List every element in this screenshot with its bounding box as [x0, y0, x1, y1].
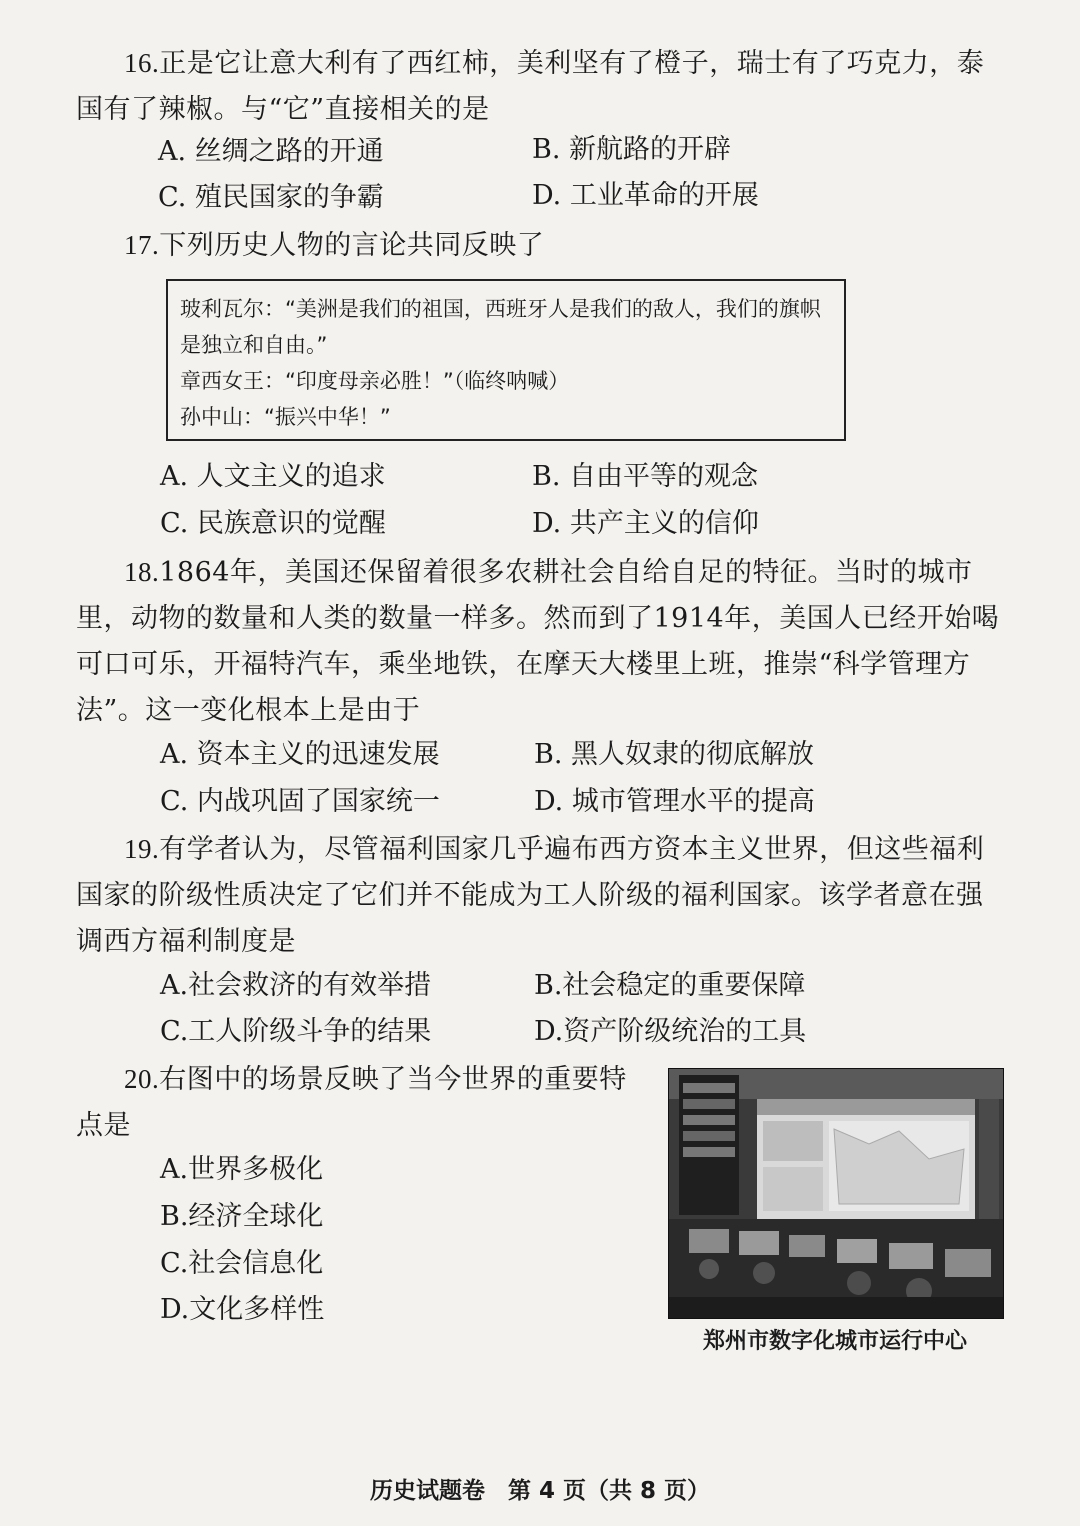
question-text: 正是它让意大利有了西红柿，美利坚有了橙子，瑞士有了巧克力，泰国有了辣椒。与“它”直接相关的是 [76, 48, 985, 125]
question-18-stem [76, 549, 1006, 734]
quote-bolivar: 玻利瓦尔：“美洲是我们的祖国，西班牙人是我们的敌人，我们的旗帜是独立和自由。” [180, 297, 821, 357]
option-d[interactable]: D. 城市管理水平的提高 [534, 786, 815, 817]
option-a[interactable]: A. 丝绸之路的开通 [158, 136, 384, 167]
question-number: 16. [124, 48, 160, 78]
question-17-stem [76, 222, 1006, 269]
option-d[interactable]: D.文化多样性 [160, 1294, 325, 1325]
question-19-stem [76, 826, 1006, 965]
option-d[interactable]: D.资产阶级统治的工具 [534, 1016, 807, 1047]
quote-rani: 章西女王：“印度母亲必胜！”（临终呐喊） [180, 369, 570, 393]
quote-box [166, 279, 846, 441]
question-number: 19. [124, 834, 160, 864]
option-b[interactable]: B. 新航路的开辟 [532, 134, 732, 165]
option-a[interactable]: A. 人文主义的追求 [160, 461, 386, 492]
question-number: 17. [124, 230, 160, 260]
question-text: 下列历史人物的言论共同反映了 [159, 230, 545, 261]
option-a[interactable]: A.社会救济的有效举措 [160, 970, 432, 1001]
quote-sun-yat-sen: 孙中山：“振兴中华！” [180, 405, 391, 429]
photo-caption: 郑州市数字化城市运行中心 [702, 1329, 967, 1354]
option-a[interactable]: A.世界多极化 [160, 1154, 324, 1185]
option-d[interactable]: D. 共产主义的信仰 [532, 508, 759, 539]
option-c[interactable]: C.工人阶级斗争的结果 [160, 1016, 432, 1047]
option-a[interactable]: A. 资本主义的迅速发展 [160, 739, 440, 770]
option-c[interactable]: C. 民族意识的觉醒 [160, 508, 386, 539]
option-d[interactable]: D. 工业革命的开展 [532, 180, 759, 211]
question-text: 有学者认为，尽管福利国家几乎遍布西方资本主义世界，但这些福利国家的阶级性质决定了它们并不能成为工人阶级的福利国家。该学者意在强调西方福利制度是 [76, 834, 985, 957]
question-20-stem [76, 1056, 646, 1149]
option-c[interactable]: C. 内战巩固了国家统一 [160, 786, 440, 817]
page-footer: 历史试题卷 第 4 页（共 8 页） [369, 1478, 711, 1504]
control-room-photo [668, 1068, 1004, 1319]
option-b[interactable]: B. 自由平等的观念 [532, 461, 759, 492]
option-b[interactable]: B. 黑人奴隶的彻底解放 [534, 739, 815, 770]
control-room-illustration [669, 1069, 1003, 1318]
question-text: 1864年，美国还保留着很多农耕社会自给自足的特征。当时的城市里，动物的数量和人类的数量一样多。然而到了1914年，美国人已经开始喝可口可乐，开福特汽车，乘坐地铁，在摩天大楼里上班，推崇“科学管理方法”。这一变化根本上是由于 [76, 557, 1000, 726]
question-text: 右图中的场景反映了当今世界的重要特点是 [76, 1064, 627, 1141]
option-b[interactable]: B.社会稳定的重要保障 [534, 970, 806, 1001]
question-number: 20. [124, 1064, 160, 1094]
option-c[interactable]: C.社会信息化 [160, 1248, 324, 1279]
question-number: 18. [124, 557, 160, 587]
question-16-stem [76, 40, 1006, 133]
option-c[interactable]: C. 殖民国家的争霸 [158, 182, 384, 213]
option-b[interactable]: B.经济全球化 [160, 1201, 324, 1232]
